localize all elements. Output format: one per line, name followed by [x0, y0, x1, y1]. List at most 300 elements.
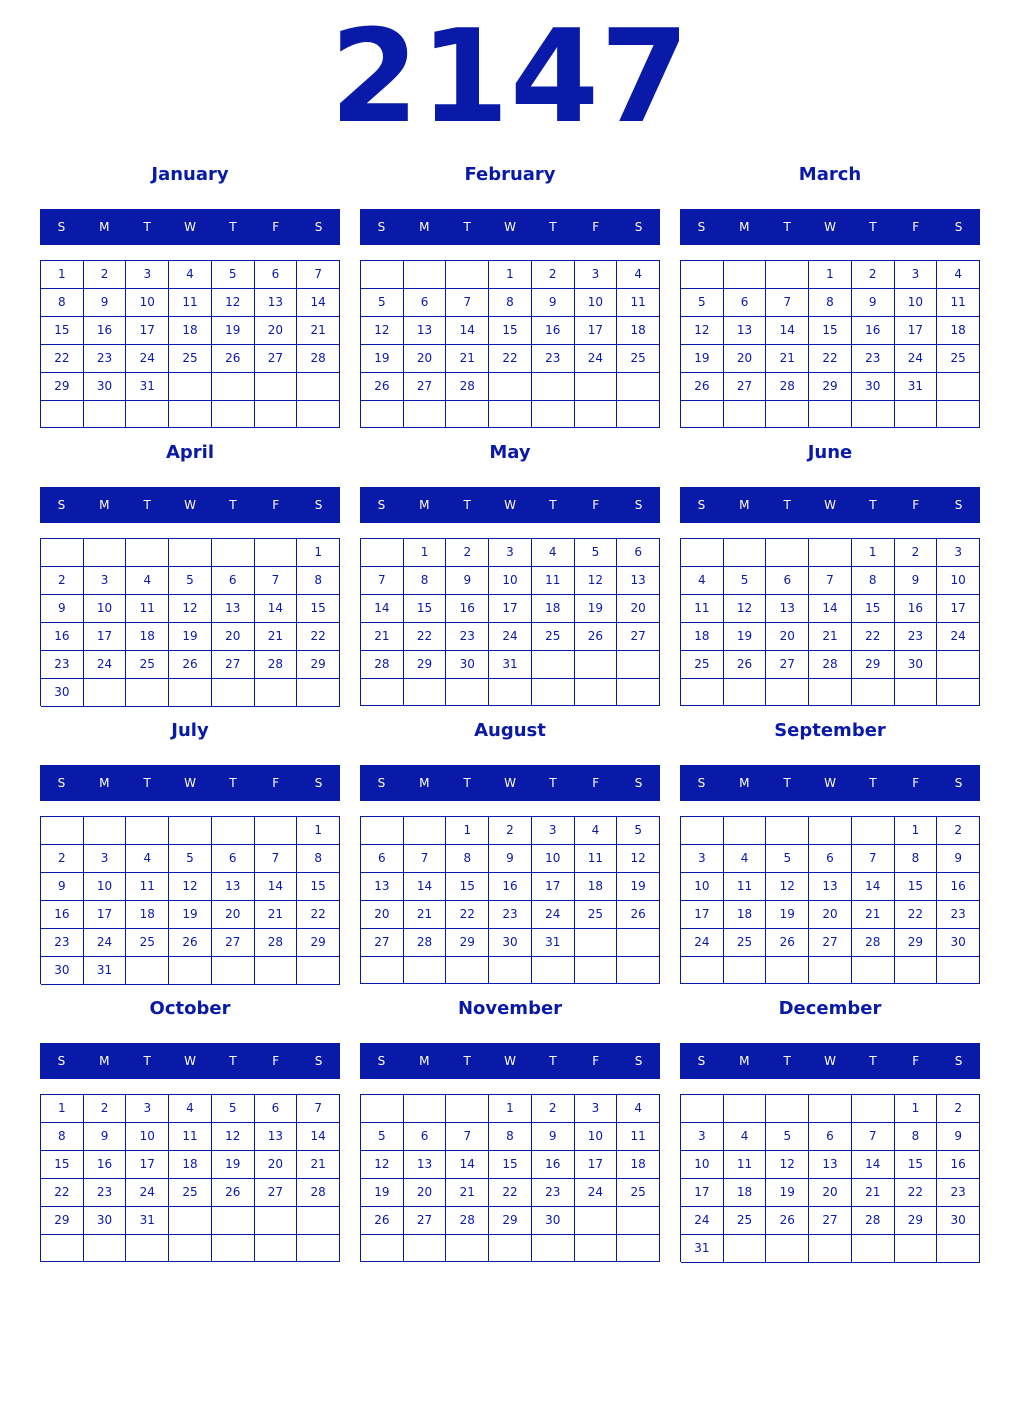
- day-cell: 20: [255, 1151, 298, 1179]
- day-cell: 17: [575, 317, 618, 345]
- day-cell: 12: [169, 595, 212, 623]
- empty-day-cell: [169, 401, 212, 428]
- day-cell: 18: [575, 873, 618, 901]
- empty-day-cell: [937, 401, 980, 428]
- empty-day-cell: [681, 817, 724, 845]
- day-cell: 24: [84, 929, 127, 957]
- weekday-label: W: [504, 498, 516, 512]
- weekday-label: S: [377, 776, 386, 790]
- weekday-label: T: [229, 220, 237, 234]
- day-cell: 2: [852, 261, 895, 289]
- weekday-label: T: [549, 220, 557, 234]
- day-cell: 23: [41, 651, 84, 679]
- empty-day-cell: [852, 679, 895, 706]
- weekday-header: [680, 209, 980, 245]
- empty-day-cell: [681, 261, 724, 289]
- weekday-label: F: [912, 1054, 920, 1068]
- weekday-label: T: [463, 220, 471, 234]
- weekday-header: [40, 487, 340, 523]
- day-cell: 3: [489, 539, 532, 567]
- day-cell: 13: [212, 873, 255, 901]
- weekday-label: S: [954, 498, 963, 512]
- day-cell: 21: [297, 317, 340, 345]
- empty-day-cell: [852, 401, 895, 428]
- weekday-label: S: [314, 220, 323, 234]
- empty-day-cell: [895, 957, 938, 984]
- empty-day-cell: [255, 957, 298, 985]
- empty-day-cell: [169, 539, 212, 567]
- day-cell: 22: [489, 1179, 532, 1207]
- day-cell: 22: [41, 1179, 84, 1207]
- day-cell: 8: [489, 289, 532, 317]
- day-cell: 2: [532, 261, 575, 289]
- day-cell: 27: [361, 929, 404, 957]
- day-cell: 19: [681, 345, 724, 373]
- day-grid: [40, 260, 340, 428]
- empty-day-cell: [361, 1235, 404, 1262]
- empty-day-cell: [617, 401, 660, 428]
- day-cell: 12: [361, 1151, 404, 1179]
- weekday-label: T: [463, 776, 471, 790]
- day-cell: 29: [297, 929, 340, 957]
- empty-day-cell: [532, 957, 575, 984]
- day-cell: 14: [255, 873, 298, 901]
- day-cell: 21: [297, 1151, 340, 1179]
- weekday-label: T: [229, 498, 237, 512]
- empty-day-cell: [681, 401, 724, 428]
- empty-day-cell: [361, 401, 404, 428]
- empty-day-cell: [937, 373, 980, 401]
- day-grid: [360, 260, 660, 428]
- empty-day-cell: [169, 373, 212, 401]
- empty-day-cell: [126, 1235, 169, 1262]
- day-cell: 9: [937, 1123, 980, 1151]
- day-cell: 10: [126, 1123, 169, 1151]
- day-cell: 4: [532, 539, 575, 567]
- day-cell: 31: [532, 929, 575, 957]
- day-cell: 11: [169, 289, 212, 317]
- day-cell: 19: [169, 623, 212, 651]
- day-cell: 28: [852, 929, 895, 957]
- weekday-label: T: [783, 1054, 791, 1068]
- weekday-label: F: [592, 776, 600, 790]
- day-cell: 31: [681, 1235, 724, 1263]
- day-cell: 26: [212, 1179, 255, 1207]
- day-cell: 18: [532, 595, 575, 623]
- empty-day-cell: [575, 957, 618, 984]
- day-cell: 26: [169, 651, 212, 679]
- day-cell: 6: [361, 845, 404, 873]
- day-cell: 17: [489, 595, 532, 623]
- day-grid: [360, 1094, 660, 1262]
- day-cell: 15: [297, 595, 340, 623]
- month-title: November: [457, 998, 563, 1019]
- day-cell: 4: [169, 261, 212, 289]
- day-cell: 5: [169, 845, 212, 873]
- day-cell: 7: [852, 845, 895, 873]
- day-cell: 10: [575, 1123, 618, 1151]
- day-cell: 14: [361, 595, 404, 623]
- weekday-label: W: [184, 220, 196, 234]
- empty-day-cell: [681, 539, 724, 567]
- empty-day-cell: [724, 1095, 767, 1123]
- empty-day-cell: [724, 817, 767, 845]
- empty-day-cell: [212, 539, 255, 567]
- weekday-label: M: [739, 1054, 750, 1068]
- empty-day-cell: [575, 1207, 618, 1235]
- day-cell: 10: [681, 1151, 724, 1179]
- day-cell: 22: [895, 1179, 938, 1207]
- empty-day-cell: [212, 957, 255, 985]
- day-cell: 13: [809, 1151, 852, 1179]
- weekday-label: W: [824, 1054, 836, 1068]
- day-cell: 12: [766, 873, 809, 901]
- day-cell: 2: [84, 1095, 127, 1123]
- day-cell: 14: [297, 289, 340, 317]
- day-cell: 29: [895, 1207, 938, 1235]
- empty-day-cell: [532, 401, 575, 428]
- day-cell: 16: [41, 901, 84, 929]
- day-cell: 8: [489, 1123, 532, 1151]
- day-cell: 3: [532, 817, 575, 845]
- day-cell: 24: [126, 1179, 169, 1207]
- day-cell: 26: [766, 1207, 809, 1235]
- day-cell: 20: [212, 623, 255, 651]
- month-title: October: [149, 998, 231, 1019]
- day-cell: 13: [255, 289, 298, 317]
- day-cell: 19: [169, 901, 212, 929]
- day-cell: 18: [169, 1151, 212, 1179]
- day-cell: 13: [724, 317, 767, 345]
- day-cell: 19: [212, 317, 255, 345]
- weekday-label: M: [419, 1054, 430, 1068]
- day-cell: 24: [489, 623, 532, 651]
- day-cell: 23: [489, 901, 532, 929]
- weekday-label: T: [463, 498, 471, 512]
- day-cell: 24: [84, 651, 127, 679]
- empty-day-cell: [361, 1095, 404, 1123]
- day-cell: 22: [446, 901, 489, 929]
- weekday-label: T: [229, 776, 237, 790]
- day-cell: 10: [895, 289, 938, 317]
- weekday-label: S: [377, 498, 386, 512]
- empty-day-cell: [724, 261, 767, 289]
- day-cell: 12: [617, 845, 660, 873]
- day-cell: 26: [212, 345, 255, 373]
- day-cell: 29: [404, 651, 447, 679]
- weekday-label: T: [143, 776, 151, 790]
- empty-day-cell: [489, 401, 532, 428]
- day-cell: 30: [852, 373, 895, 401]
- day-cell: 9: [852, 289, 895, 317]
- day-cell: 19: [361, 1179, 404, 1207]
- weekday-label: T: [869, 220, 877, 234]
- day-cell: 4: [169, 1095, 212, 1123]
- day-cell: 25: [681, 651, 724, 679]
- day-cell: 29: [895, 929, 938, 957]
- day-cell: 24: [575, 345, 618, 373]
- empty-day-cell: [297, 401, 340, 428]
- day-cell: 8: [852, 567, 895, 595]
- empty-day-cell: [126, 679, 169, 707]
- empty-day-cell: [297, 1235, 340, 1262]
- day-cell: 24: [895, 345, 938, 373]
- day-cell: 12: [169, 873, 212, 901]
- empty-day-cell: [361, 817, 404, 845]
- weekday-header: [40, 209, 340, 245]
- day-cell: 16: [852, 317, 895, 345]
- day-cell: 19: [361, 345, 404, 373]
- day-cell: 1: [809, 261, 852, 289]
- day-cell: 6: [255, 1095, 298, 1123]
- empty-day-cell: [681, 679, 724, 706]
- empty-day-cell: [575, 373, 618, 401]
- day-cell: 7: [297, 1095, 340, 1123]
- day-cell: 1: [446, 817, 489, 845]
- day-cell: 11: [126, 873, 169, 901]
- day-cell: 27: [809, 1207, 852, 1235]
- day-cell: 2: [84, 261, 127, 289]
- empty-day-cell: [361, 957, 404, 984]
- weekday-label: T: [869, 776, 877, 790]
- empty-day-cell: [617, 1207, 660, 1235]
- day-cell: 12: [575, 567, 618, 595]
- day-cell: 6: [212, 845, 255, 873]
- empty-day-cell: [575, 679, 618, 706]
- weekday-label: F: [592, 1054, 600, 1068]
- empty-day-cell: [126, 401, 169, 428]
- day-cell: 14: [297, 1123, 340, 1151]
- day-cell: 16: [489, 873, 532, 901]
- day-cell: 24: [575, 1179, 618, 1207]
- day-cell: 19: [575, 595, 618, 623]
- empty-day-cell: [532, 651, 575, 679]
- day-cell: 28: [766, 373, 809, 401]
- empty-day-cell: [446, 957, 489, 984]
- day-cell: 8: [446, 845, 489, 873]
- day-cell: 31: [489, 651, 532, 679]
- empty-day-cell: [212, 1235, 255, 1262]
- day-cell: 22: [852, 623, 895, 651]
- day-cell: 11: [532, 567, 575, 595]
- day-cell: 13: [404, 317, 447, 345]
- empty-day-cell: [41, 539, 84, 567]
- day-cell: 13: [617, 567, 660, 595]
- weekday-label: W: [824, 498, 836, 512]
- day-cell: 22: [297, 901, 340, 929]
- day-cell: 15: [852, 595, 895, 623]
- weekday-label: T: [143, 498, 151, 512]
- day-cell: 3: [895, 261, 938, 289]
- day-cell: 1: [852, 539, 895, 567]
- day-cell: 5: [681, 289, 724, 317]
- day-cell: 28: [852, 1207, 895, 1235]
- day-cell: 9: [532, 289, 575, 317]
- day-cell: 18: [169, 317, 212, 345]
- day-cell: 25: [126, 651, 169, 679]
- empty-day-cell: [212, 817, 255, 845]
- day-cell: 14: [446, 1151, 489, 1179]
- day-cell: 14: [766, 317, 809, 345]
- day-cell: 15: [809, 317, 852, 345]
- day-cell: 9: [41, 595, 84, 623]
- day-cell: 12: [681, 317, 724, 345]
- empty-day-cell: [361, 539, 404, 567]
- day-cell: 5: [766, 845, 809, 873]
- empty-day-cell: [937, 1235, 980, 1263]
- day-grid: [40, 1094, 340, 1262]
- day-cell: 11: [169, 1123, 212, 1151]
- day-cell: 25: [532, 623, 575, 651]
- empty-day-cell: [809, 957, 852, 984]
- day-cell: 30: [84, 373, 127, 401]
- day-cell: 7: [255, 845, 298, 873]
- day-cell: 27: [255, 1179, 298, 1207]
- weekday-header: [680, 765, 980, 801]
- weekday-label: W: [824, 776, 836, 790]
- day-cell: 26: [766, 929, 809, 957]
- day-cell: 25: [617, 1179, 660, 1207]
- day-cell: 18: [126, 901, 169, 929]
- day-cell: 19: [617, 873, 660, 901]
- day-cell: 24: [126, 345, 169, 373]
- empty-day-cell: [617, 373, 660, 401]
- day-grid: [680, 260, 980, 428]
- day-cell: 26: [617, 901, 660, 929]
- day-cell: 1: [895, 1095, 938, 1123]
- day-cell: 26: [575, 623, 618, 651]
- empty-day-cell: [169, 1207, 212, 1235]
- weekday-label: S: [314, 498, 323, 512]
- day-cell: 16: [446, 595, 489, 623]
- day-grid: [360, 538, 660, 706]
- day-cell: 5: [212, 1095, 255, 1123]
- day-cell: 18: [617, 317, 660, 345]
- day-cell: 14: [809, 595, 852, 623]
- weekday-label: T: [549, 498, 557, 512]
- empty-day-cell: [809, 401, 852, 428]
- empty-day-cell: [446, 401, 489, 428]
- weekday-header: [680, 487, 980, 523]
- empty-day-cell: [169, 817, 212, 845]
- day-cell: 9: [489, 845, 532, 873]
- day-cell: 8: [895, 845, 938, 873]
- weekday-label: S: [634, 220, 643, 234]
- day-cell: 5: [169, 567, 212, 595]
- empty-day-cell: [404, 957, 447, 984]
- day-cell: 21: [446, 1179, 489, 1207]
- empty-day-cell: [255, 401, 298, 428]
- day-grid: [680, 538, 980, 706]
- day-cell: 7: [809, 567, 852, 595]
- empty-day-cell: [404, 1235, 447, 1262]
- day-cell: 6: [404, 1123, 447, 1151]
- empty-day-cell: [361, 679, 404, 706]
- day-cell: 17: [84, 623, 127, 651]
- weekday-label: F: [912, 220, 920, 234]
- weekday-label: W: [184, 498, 196, 512]
- month-title: December: [778, 998, 882, 1019]
- month-title: June: [807, 442, 853, 463]
- weekday-label: S: [697, 1054, 706, 1068]
- day-cell: 10: [84, 595, 127, 623]
- year-title: 2147: [329, 3, 691, 152]
- weekday-label: T: [549, 1054, 557, 1068]
- weekday-label: W: [504, 776, 516, 790]
- day-cell: 13: [212, 595, 255, 623]
- day-cell: 28: [404, 929, 447, 957]
- empty-day-cell: [766, 539, 809, 567]
- day-cell: 5: [361, 289, 404, 317]
- day-cell: 19: [766, 901, 809, 929]
- day-cell: 9: [84, 289, 127, 317]
- empty-day-cell: [404, 1095, 447, 1123]
- day-cell: 22: [895, 901, 938, 929]
- empty-day-cell: [575, 651, 618, 679]
- day-cell: 20: [404, 345, 447, 373]
- empty-day-cell: [766, 401, 809, 428]
- day-cell: 28: [255, 929, 298, 957]
- day-cell: 18: [617, 1151, 660, 1179]
- empty-day-cell: [766, 1235, 809, 1263]
- day-cell: 15: [895, 873, 938, 901]
- day-cell: 17: [84, 901, 127, 929]
- day-cell: 9: [895, 567, 938, 595]
- day-cell: 11: [617, 1123, 660, 1151]
- weekday-label: T: [783, 498, 791, 512]
- day-cell: 25: [575, 901, 618, 929]
- weekday-label: S: [697, 220, 706, 234]
- day-cell: 26: [361, 373, 404, 401]
- day-cell: 10: [681, 873, 724, 901]
- day-cell: 28: [361, 651, 404, 679]
- weekday-label: S: [697, 498, 706, 512]
- weekday-label: S: [954, 220, 963, 234]
- weekday-label: F: [272, 776, 280, 790]
- empty-day-cell: [617, 957, 660, 984]
- day-cell: 3: [126, 1095, 169, 1123]
- day-grid: [360, 816, 660, 984]
- day-cell: 10: [575, 289, 618, 317]
- weekday-label: T: [869, 1054, 877, 1068]
- day-cell: 1: [297, 539, 340, 567]
- day-cell: 23: [41, 929, 84, 957]
- day-cell: 20: [809, 901, 852, 929]
- day-cell: 23: [895, 623, 938, 651]
- empty-day-cell: [297, 373, 340, 401]
- day-cell: 23: [937, 1179, 980, 1207]
- day-cell: 4: [937, 261, 980, 289]
- weekday-label: S: [634, 498, 643, 512]
- day-cell: 1: [489, 261, 532, 289]
- empty-day-cell: [255, 1235, 298, 1262]
- weekday-header: [680, 1043, 980, 1079]
- day-cell: 20: [404, 1179, 447, 1207]
- empty-day-cell: [41, 401, 84, 428]
- day-cell: 21: [852, 1179, 895, 1207]
- empty-day-cell: [766, 1095, 809, 1123]
- empty-day-cell: [895, 401, 938, 428]
- day-cell: 8: [41, 1123, 84, 1151]
- day-cell: 20: [255, 317, 298, 345]
- empty-day-cell: [169, 679, 212, 707]
- day-cell: 21: [766, 345, 809, 373]
- weekday-header: [40, 765, 340, 801]
- day-cell: 20: [809, 1179, 852, 1207]
- day-cell: 8: [41, 289, 84, 317]
- day-cell: 2: [41, 567, 84, 595]
- empty-day-cell: [212, 679, 255, 707]
